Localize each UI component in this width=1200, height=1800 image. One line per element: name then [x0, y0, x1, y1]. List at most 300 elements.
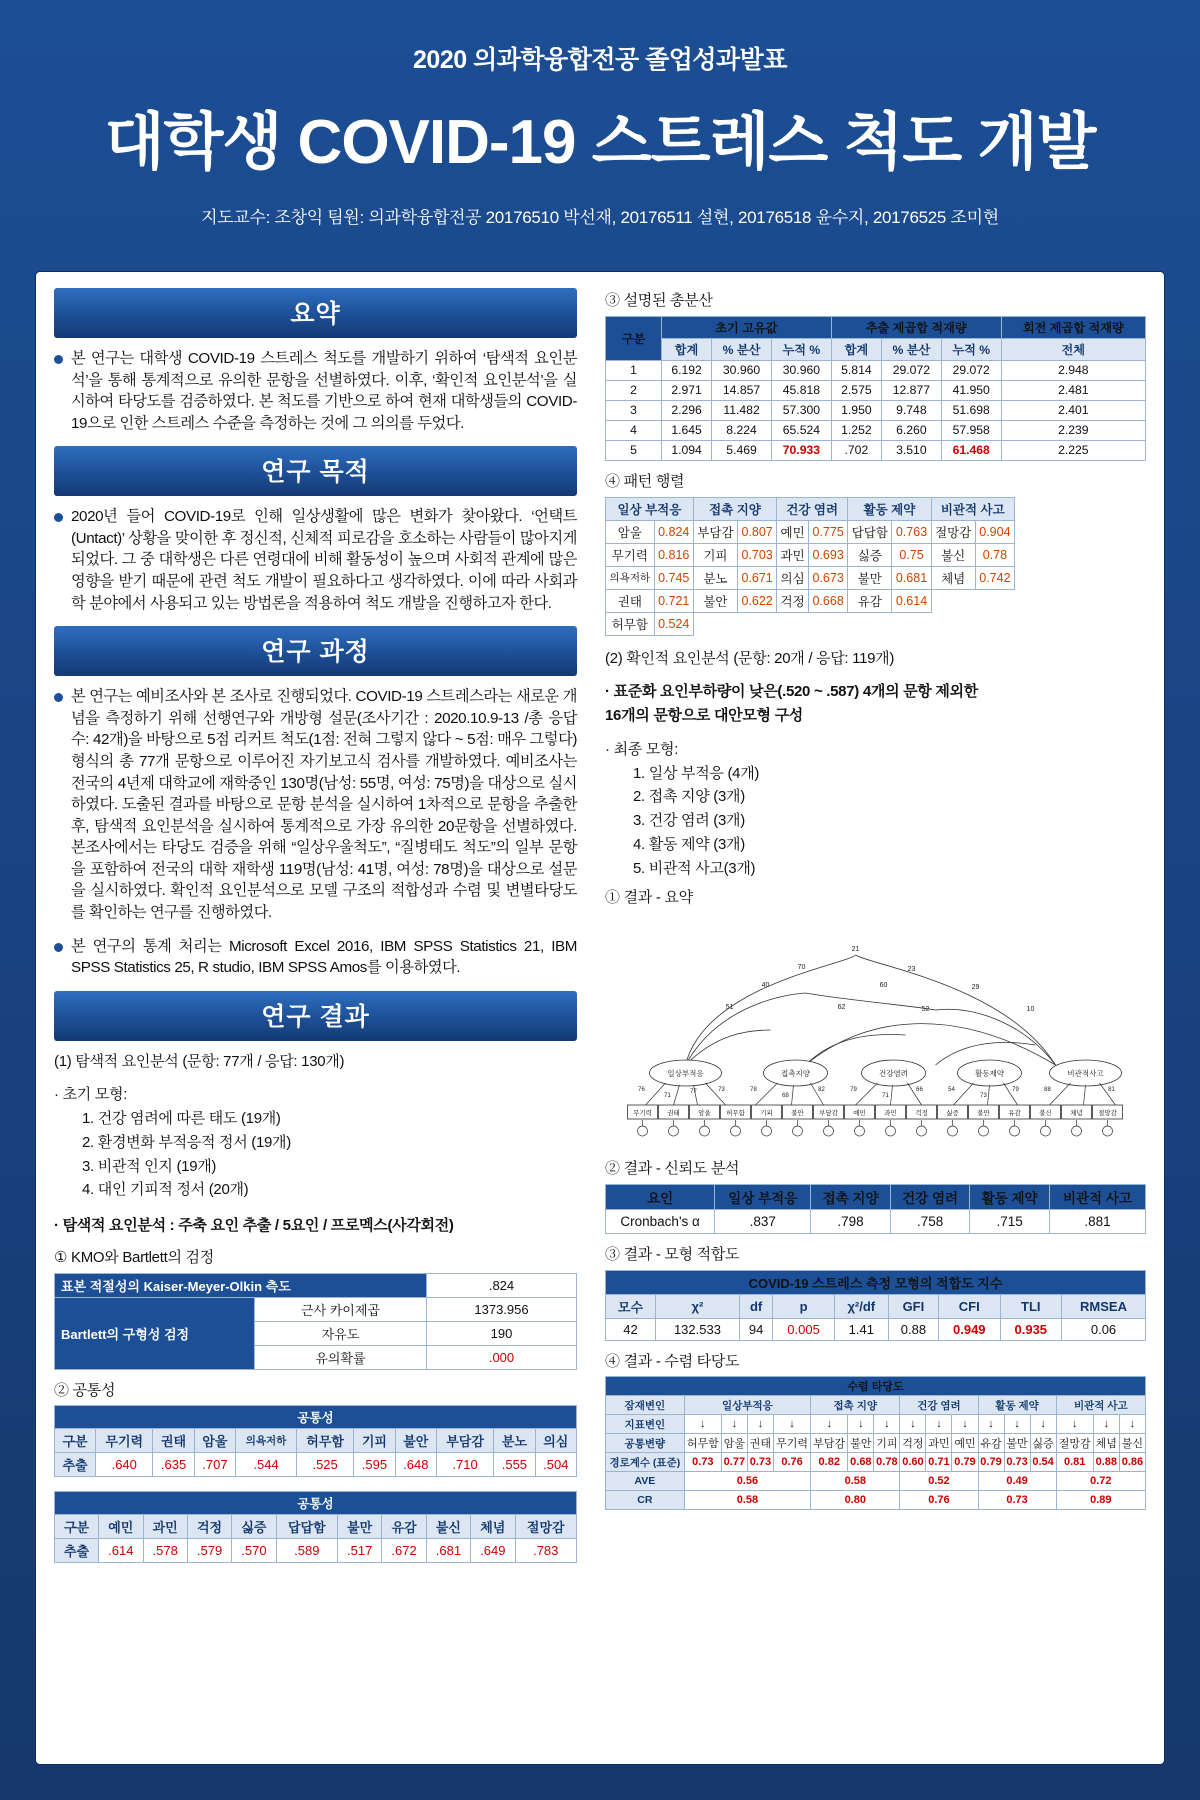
svg-text:76: 76	[638, 1087, 645, 1093]
section-purpose-band: 연구 목적	[54, 446, 577, 496]
commonality-table-2	[54, 1491, 577, 1563]
comm1-v9: .504	[535, 1453, 576, 1477]
fit-h8: RMSEA	[1062, 1294, 1146, 1318]
var-r2c6: 51.698	[941, 400, 1001, 420]
var-r4c5: 3.510	[881, 440, 941, 460]
conv-c9: 0.79	[952, 1453, 978, 1472]
conv-cr-2: 0.76	[900, 1491, 978, 1510]
pat-r4-l0: 허무함	[606, 612, 655, 635]
table-row	[606, 1318, 1146, 1340]
fit-v3: 0.005	[773, 1318, 835, 1340]
svg-text:77: 77	[690, 1089, 697, 1095]
path-diagram	[605, 915, 1146, 1145]
reliability-table	[605, 1184, 1146, 1234]
var-r0c3: 30.960	[771, 360, 831, 380]
conv-ind-12: 싫증	[1030, 1434, 1056, 1453]
bullet-dot-icon	[54, 513, 63, 522]
conv-cr-0: 0.58	[684, 1491, 810, 1510]
conv-ave-0: 0.56	[684, 1472, 810, 1491]
comm1-v7: .710	[436, 1453, 493, 1477]
svg-text:기피: 기피	[760, 1110, 773, 1117]
var-r1c3: 45.818	[771, 380, 831, 400]
rel-h1: 일상 부적응	[715, 1184, 811, 1209]
conv-ave-1: 0.58	[811, 1472, 900, 1491]
conv-ind-11: 불만	[1004, 1434, 1030, 1453]
rel-h0: 요인	[606, 1184, 715, 1209]
conv-f2: 건강 염려	[900, 1396, 978, 1415]
fit-table	[605, 1270, 1146, 1341]
fit-h6: CFI	[939, 1294, 1001, 1318]
svg-text:절망감: 절망감	[1098, 1110, 1117, 1117]
conv-ind-4: 부담감	[811, 1434, 848, 1453]
kmo-sublabel-2: 자유도	[255, 1321, 427, 1345]
fit-v4: 1.41	[834, 1318, 888, 1340]
pat-h1: 접촉 지양	[693, 497, 776, 520]
comm1-h2: 권태	[153, 1429, 194, 1453]
svg-text:51: 51	[725, 1004, 734, 1011]
conv-ind-2: 권태	[747, 1434, 773, 1453]
pat-r0-v3: 0.763	[892, 520, 931, 543]
conv-ave-4: 0.72	[1056, 1472, 1145, 1491]
final-model-head: · 최종 모형:	[605, 740, 679, 758]
conv-c13: 0.81	[1056, 1453, 1093, 1472]
svg-text:68: 68	[782, 1093, 789, 1099]
svg-text:52: 52	[921, 1006, 930, 1013]
svg-text:활동제약: 활동제약	[975, 1069, 1004, 1078]
initial-model-2: 2. 환경변화 부적응적 정서 (19개)	[82, 1133, 291, 1151]
process-text: 본 연구는 예비조사와 본 조사로 진행되었다. COVID-19 스트레스라는 새로운 개념을 측정하기 위해 선행연구와 개방형 설문(조사기간 : 2020.10.9-13 /총 응답 수: 42개)을 바탕으로 5점 리커트 척도(1점: 전혀 그렇지 않다 ~ 5점: 매우 그렇다) 형식의 총 77개 문항으로 이루어진 자기보고식 검사를 개발하였다. 예비조사는 전국의 4년제 대학교에 재학중인 130명(남성: 55명, 여성: 75명)을 대상으로 실시하였다. 도출된 결과를 바탕으로 문항 분석을 실시하여 1차적으로 문항을 추출한 후, 탐색적 요인분석을 실시하여 통계적으로 가장 유의한 20문항을 선별하였다. 본조사에서는 타당도 검증을 위해 “일상우울척도”, “질병태도 척도”의 일부 문항을 포함하여 전국의 대학 재학생 119명(남성: 41명, 여성: 78명)을 대상으로 설문을 실시하였다. 확인적 요인분석으로 모델 구조의 적합성과 수렴 및 변별타당도를 확인하는 연구를 진행하였다.	[71, 688, 577, 921]
var-sh3: 누적 %	[771, 338, 831, 360]
pat-r0-v4: 0.904	[975, 520, 1014, 543]
conv-ind-9: 예민	[952, 1434, 978, 1453]
svg-text:79: 79	[1012, 1087, 1019, 1093]
fit-v6: 0.949	[939, 1318, 1001, 1340]
var-r2c0: 3	[606, 400, 662, 420]
comm1-v4: .525	[297, 1453, 354, 1477]
var-r0c4: 5.814	[831, 360, 881, 380]
diagram-title: ① 결과 - 요약	[605, 889, 693, 907]
convergent-title: ④ 결과 - 수렴 타당도	[605, 1352, 740, 1370]
table-row	[606, 1472, 1146, 1491]
svg-text:체념: 체념	[1070, 1110, 1083, 1117]
fit-table-title: COVID-19 스트레스 측정 모형의 적합도 지수	[606, 1270, 1146, 1294]
header-authors: 지도교수: 조창익 팀원: 의과학융합전공 20176510 박선재, 20176511 설현, 20176518 윤수지, 20176525 조미현	[201, 208, 999, 227]
table-row	[606, 316, 1146, 338]
svg-text:무기력: 무기력	[633, 1110, 652, 1117]
table-row	[55, 1492, 577, 1515]
pat-r0-l3: 답답함	[848, 520, 892, 543]
pat-r3-v2: 0.668	[809, 589, 848, 612]
convergent-table	[605, 1376, 1146, 1510]
pat-r1-l2: 과민	[777, 543, 809, 566]
conv-c1: 0.77	[721, 1453, 747, 1472]
table-row: 지표변인 ↓ ↓ ↓ ↓ ↓ ↓ ↓ ↓ ↓ ↓ ↓ ↓ ↓ ↓ ↓ ↓	[606, 1415, 1146, 1434]
purpose-text: 2020년 들어 COVID-19로 인해 일상생활에 많은 변화가 찾아왔다. ‘언택트(Untact)’ 상황을 맞이한 후 정신적, 신체적 피로감을 호소하는 사람들이 많아지게 되었다. 그 중 대학생은 다른 연령대에 비해 활동성이 높으며 사회적 관계에 많은 영향을 받기 때문에 관련 척도 개발이 필요하다고 생각하였다. 이에 따라 사회과학 분야에서 사용되고 있는 방법론을 적용하여 척도 개발을 진행하고자 한다.	[71, 508, 577, 612]
table-row	[55, 1429, 577, 1453]
rel-rowlabel: Cronbach's α	[606, 1209, 715, 1233]
section-process-band: 연구 과정	[54, 626, 577, 676]
conv-c4: 0.82	[811, 1453, 848, 1472]
pat-r2-v3: 0.681	[892, 566, 931, 589]
initial-model-1: 1. 건강 염려에 따른 태도 (19개)	[82, 1110, 281, 1128]
table-row	[606, 1396, 1146, 1415]
svg-text:접촉지양: 접촉지양	[781, 1069, 810, 1078]
pat-r1-l0: 무기력	[606, 543, 655, 566]
comm2-h9: 체념	[471, 1515, 515, 1539]
pat-r3-v0: 0.721	[654, 589, 693, 612]
kmo-sublabel-3: 유의확률	[255, 1345, 427, 1369]
var-gh1: 초기 고유값	[662, 316, 832, 338]
comm2-h6: 불만	[338, 1515, 382, 1539]
kmo-sublabel-1: 근사 카이제곱	[255, 1297, 427, 1321]
conv-ind-13: 절망감	[1056, 1434, 1093, 1453]
svg-text:78: 78	[750, 1087, 757, 1093]
conv-c7: 0.60	[900, 1453, 926, 1472]
kmo-value-1: 1373.956	[427, 1297, 577, 1321]
conv-ind-5: 불안	[848, 1434, 874, 1453]
kmo-value-0: .824	[427, 1273, 577, 1297]
pat-r1-v2: 0.693	[809, 543, 848, 566]
pat-r2-l0: 의욕저하	[606, 566, 655, 589]
rel-h2: 접촉 지양	[811, 1184, 891, 1209]
comm2-h8: 불신	[426, 1515, 470, 1539]
pat-h3: 활동 제약	[848, 497, 931, 520]
pat-r3-l0: 권태	[606, 589, 655, 612]
fit-v8: 0.06	[1062, 1318, 1146, 1340]
fit-h7: TLI	[1000, 1294, 1062, 1318]
var-r0c2: 30.960	[712, 360, 772, 380]
pat-r2-l4: 체념	[931, 566, 975, 589]
rel-v0: .837	[715, 1209, 811, 1233]
pat-r2-l3: 불만	[848, 566, 892, 589]
table-row	[606, 360, 1146, 380]
efa-line: (1) 탐색적 요인분석 (문항: 77개 / 응답: 130개)	[54, 1052, 345, 1070]
table-row	[606, 543, 1015, 566]
var-r3c2: 8.224	[712, 420, 772, 440]
table-row	[606, 1184, 1146, 1209]
var-r0c5: 29.072	[881, 360, 941, 380]
var-r0c0: 1	[606, 360, 662, 380]
kmo-value-3: .000	[427, 1345, 577, 1369]
var-r1c7: 2.481	[1001, 380, 1145, 400]
variance-table	[605, 316, 1146, 461]
svg-text:암울: 암울	[698, 1110, 711, 1117]
initial-model-3: 3. 비관적 인지 (19개)	[82, 1157, 217, 1175]
pat-h2: 건강 염려	[777, 497, 848, 520]
var-sh7: 전체	[1001, 338, 1145, 360]
comm1-h10: 의심	[535, 1429, 576, 1453]
table-row	[55, 1539, 577, 1563]
kmo-title: ① KMO와 Bartlett의 검정	[54, 1248, 214, 1266]
comm1-h7: 불안	[395, 1429, 436, 1453]
poster-header	[0, 0, 1200, 228]
var-r2c3: 57.300	[771, 400, 831, 420]
pat-r1-v0: 0.816	[654, 543, 693, 566]
variance-title: ③ 설명된 총분산	[605, 292, 713, 309]
table-row	[55, 1515, 577, 1539]
pattern-matrix-table	[605, 497, 1015, 636]
conv-c10: 0.79	[978, 1453, 1004, 1472]
pat-r0-l0: 암울	[606, 520, 655, 543]
conv-ind-3: 무기력	[773, 1434, 810, 1453]
comm2-v6: .672	[382, 1539, 426, 1563]
rel-v1: .798	[811, 1209, 891, 1233]
pat-r0-v0: 0.824	[654, 520, 693, 543]
comm1-h4: 의욕저하	[236, 1429, 297, 1453]
svg-text:82: 82	[818, 1087, 825, 1093]
var-r3c6: 57.958	[941, 420, 1001, 440]
var-r2c1: 2.296	[662, 400, 712, 420]
comm1-v0: .640	[96, 1453, 153, 1477]
table-row	[606, 1434, 1146, 1453]
fit-h5: GFI	[888, 1294, 938, 1318]
var-gh0: 구분	[606, 316, 662, 360]
pat-r2-v2: 0.673	[809, 566, 848, 589]
var-sh2: % 분산	[712, 338, 772, 360]
var-sh1: 합계	[662, 338, 712, 360]
conv-rowlabel-0: 잠재변인	[606, 1396, 685, 1415]
table-row	[606, 400, 1146, 420]
purpose-bullet	[54, 506, 577, 614]
pat-r2-l1: 분노	[693, 566, 737, 589]
kmo-table	[54, 1273, 577, 1370]
conv-title: 수렴 타당도	[606, 1377, 1146, 1396]
var-r1c6: 41.950	[941, 380, 1001, 400]
var-r3c4: 1.252	[831, 420, 881, 440]
pat-r3-l2: 걱정	[777, 589, 809, 612]
table-row	[606, 1209, 1146, 1233]
commonality-title: ② 공통성	[54, 1381, 116, 1399]
final-model-3: 3. 건강 염려 (3개)	[633, 812, 745, 829]
var-sh6: 누적 %	[941, 338, 1001, 360]
var-gh3: 회전 제곱합 적재량	[1001, 316, 1145, 338]
comm2-v1: .578	[143, 1539, 187, 1563]
var-r2c4: 1.950	[831, 400, 881, 420]
software-text: 본 연구의 통계 처리는 Microsoft Excel 2016, IBM SPSS Statistics 21, IBM SPSS Statistics 25, R studio, IBM SPSS Amos를 이용하였다.	[71, 937, 577, 977]
final-model-5: 5. 비관적 사고(3개)	[633, 859, 756, 877]
comm2-h0: 구분	[55, 1515, 99, 1539]
final-model-4: 4. 활동 제약 (3개)	[633, 835, 745, 853]
table-row	[55, 1297, 577, 1321]
conv-rowlabel-2: 공통변량	[606, 1434, 685, 1453]
conv-ind-1: 암울	[721, 1434, 747, 1453]
fit-h2: df	[739, 1294, 772, 1318]
comm2-h7: 유감	[382, 1515, 426, 1539]
commonality-table-1	[54, 1405, 577, 1477]
var-r4c7: 2.225	[1001, 440, 1145, 460]
conv-c8: 0.71	[926, 1453, 952, 1472]
rel-v4: .881	[1049, 1209, 1145, 1233]
svg-text:79: 79	[850, 1087, 857, 1093]
comm2-v3: .570	[232, 1539, 276, 1563]
comm2-v4: .589	[276, 1539, 337, 1563]
var-r4c6: 61.468	[941, 440, 1001, 460]
page-title: 대학생 COVID-19 스트레스 척도 개발	[104, 108, 1096, 177]
conv-ind-6: 기피	[874, 1434, 900, 1453]
conv-c2: 0.73	[747, 1453, 773, 1472]
pat-r3-l4	[931, 589, 975, 612]
svg-text:71: 71	[882, 1093, 889, 1099]
section-result-band: 연구 결과	[54, 991, 577, 1041]
svg-text:불안: 불안	[791, 1110, 804, 1117]
conv-f4: 비관적 사고	[1056, 1396, 1145, 1415]
table-row	[606, 1294, 1146, 1318]
var-r1c0: 2	[606, 380, 662, 400]
pat-r1-v1: 0.703	[738, 543, 777, 566]
pat-h0: 일상 부적응	[606, 497, 694, 520]
table-row	[606, 612, 1015, 635]
var-r1c5: 12.877	[881, 380, 941, 400]
rel-v3: .715	[970, 1209, 1050, 1233]
kmo-label-1: Bartlett의 구형성 검정	[55, 1297, 255, 1369]
svg-text:23: 23	[907, 966, 916, 973]
pat-h4: 비관적 사고	[931, 497, 1014, 520]
fit-v5: 0.88	[888, 1318, 938, 1340]
svg-text:일상부적응: 일상부적응	[667, 1069, 704, 1078]
svg-text:걱정: 걱정	[915, 1110, 928, 1117]
svg-text:66: 66	[916, 1087, 923, 1093]
var-r1c1: 2.971	[662, 380, 712, 400]
summary-text: 본 연구는 대학생 COVID-19 스트레스 척도를 개발하기 위하여 ‘탐색적 요인분석’을 통해 통계적으로 유의한 문항을 선별하였다. 이후, ‘확인적 요인분석’을 실시하여 타당도를 검증하였다. 본 척도를 기반으로 하여 현재 대학생들의 COVID-19으로 인한 스트레스 수준을 측정하는 것에 그 의의를 두었다.	[71, 350, 577, 432]
rel-h4: 활동 제약	[970, 1184, 1050, 1209]
var-r3c7: 2.239	[1001, 420, 1145, 440]
comm2-v2: .579	[187, 1539, 231, 1563]
conv-c15: 0.86	[1119, 1453, 1145, 1472]
pat-r0-l1: 부담감	[693, 520, 737, 543]
var-r4c3: 70.933	[771, 440, 831, 460]
final-model-2: 2. 접촉 지양 (3개)	[633, 788, 745, 806]
comm1-v3: .544	[236, 1453, 297, 1477]
section-summary-band: 요약	[54, 288, 577, 338]
comm1-h5: 허무함	[297, 1429, 354, 1453]
svg-text:건강염려: 건강염려	[879, 1069, 908, 1078]
comm1-v6: .648	[395, 1453, 436, 1477]
conv-f1: 접촉 지양	[811, 1396, 900, 1415]
var-sh5: % 분산	[881, 338, 941, 360]
kmo-label-0: 표본 적절성의 Kaiser-Meyer-Olkin 측도	[55, 1273, 427, 1297]
comm2-v8: .649	[471, 1539, 515, 1563]
table-row	[606, 520, 1015, 543]
var-r4c4: .702	[831, 440, 881, 460]
pat-r3-v4	[975, 589, 1014, 612]
table-row	[606, 1270, 1146, 1294]
svg-text:73: 73	[718, 1087, 725, 1093]
comm2-v0: .614	[99, 1539, 143, 1563]
comm1-rowlabel: 추출	[55, 1453, 96, 1477]
poster-board	[36, 272, 1164, 1764]
var-sh4: 합계	[831, 338, 881, 360]
pat-r3-l3: 유감	[848, 589, 892, 612]
pat-r3-v1: 0.622	[738, 589, 777, 612]
comm2-h5: 답답함	[276, 1515, 337, 1539]
svg-text:불신: 불신	[1039, 1110, 1052, 1117]
header-subtitle: 2020 의과학융합전공 졸업성과발표	[413, 46, 787, 74]
conv-rowlabel-3: 경로계수 (표준)	[606, 1453, 685, 1472]
svg-text:21: 21	[851, 946, 860, 953]
svg-text:40: 40	[761, 982, 770, 989]
svg-text:예민: 예민	[853, 1110, 866, 1117]
comm1-title: 공통성	[55, 1406, 577, 1429]
conv-rowlabel-4: AVE	[606, 1472, 685, 1491]
left-column	[36, 272, 591, 1764]
conv-rowlabel-5: CR	[606, 1491, 685, 1510]
std-note-1: · 표준화 요인부하량이 낮은(.520 ~ .587) 4개의 문항 제외한	[605, 683, 978, 701]
var-r0c1: 6.192	[662, 360, 712, 380]
table-row	[55, 1273, 577, 1297]
var-r3c0: 4	[606, 420, 662, 440]
std-note-2: 16개의 문항으로 대안모형 구성	[605, 707, 803, 724]
svg-text:62: 62	[837, 1004, 846, 1011]
comm2-v7: .681	[426, 1539, 470, 1563]
var-gh2: 추출 제곱합 적재량	[831, 316, 1001, 338]
svg-text:싫증: 싫증	[946, 1110, 959, 1117]
fit-h1: χ²	[655, 1294, 739, 1318]
var-r2c7: 2.401	[1001, 400, 1145, 420]
svg-text:부담감: 부담감	[819, 1110, 838, 1117]
conv-cr-3: 0.73	[978, 1491, 1056, 1510]
var-r0c6: 29.072	[941, 360, 1001, 380]
table-row	[606, 420, 1146, 440]
comm1-v1: .635	[153, 1453, 194, 1477]
software-bullet	[54, 936, 577, 979]
kmo-value-2: 190	[427, 1321, 577, 1345]
var-r4c1: 1.094	[662, 440, 712, 460]
initial-model-head: · 초기 모형:	[54, 1086, 128, 1104]
comm1-h9: 분노	[494, 1429, 535, 1453]
conv-rowlabel-1: 지표변인	[606, 1415, 685, 1434]
comm1-h8: 부담감	[436, 1429, 493, 1453]
fit-title: ③ 결과 - 모형 적합도	[605, 1245, 740, 1263]
pat-r3-l1: 불안	[693, 589, 737, 612]
svg-text:29: 29	[971, 984, 980, 991]
pat-r1-l3: 싫증	[848, 543, 892, 566]
conv-ave-2: 0.52	[900, 1472, 978, 1491]
svg-text:70: 70	[797, 964, 806, 971]
svg-text:허무함: 허무함	[726, 1110, 745, 1117]
pat-r3-v3: 0.614	[892, 589, 931, 612]
conv-ind-14: 체념	[1093, 1434, 1119, 1453]
var-r1c2: 14.857	[712, 380, 772, 400]
conv-f3: 활동 제약	[978, 1396, 1056, 1415]
cfa-line: (2) 확인적 요인분석 (문항: 20개 / 응답: 119개)	[605, 649, 895, 667]
comm1-h6: 기피	[354, 1429, 395, 1453]
var-r3c1: 1.645	[662, 420, 712, 440]
table-row	[55, 1453, 577, 1477]
svg-text:비관적사고: 비관적사고	[1067, 1069, 1104, 1078]
reliability-title: ② 결과 - 신뢰도 분석	[605, 1160, 740, 1177]
pat-r4-v0: 0.524	[654, 612, 693, 635]
conv-ind-15: 불신	[1119, 1434, 1145, 1453]
bullet-dot-icon	[54, 943, 63, 952]
comm1-v5: .595	[354, 1453, 395, 1477]
svg-text:60: 60	[879, 982, 888, 989]
var-r4c2: 5.469	[712, 440, 772, 460]
svg-text:권태: 권태	[667, 1110, 680, 1117]
table-row	[606, 440, 1146, 460]
table-row	[606, 497, 1015, 520]
svg-text:71: 71	[664, 1093, 671, 1099]
comm2-title: 공통성	[55, 1492, 577, 1515]
fit-v2: 94	[739, 1318, 772, 1340]
conv-ind-7: 걱정	[900, 1434, 926, 1453]
comm2-v5: .517	[338, 1539, 382, 1563]
comm1-v2: .707	[194, 1453, 235, 1477]
fit-h4: χ²/df	[834, 1294, 888, 1318]
svg-text:과민: 과민	[884, 1110, 897, 1117]
table-row	[606, 338, 1146, 360]
var-r1c4: 2.575	[831, 380, 881, 400]
process-bullet	[54, 686, 577, 923]
